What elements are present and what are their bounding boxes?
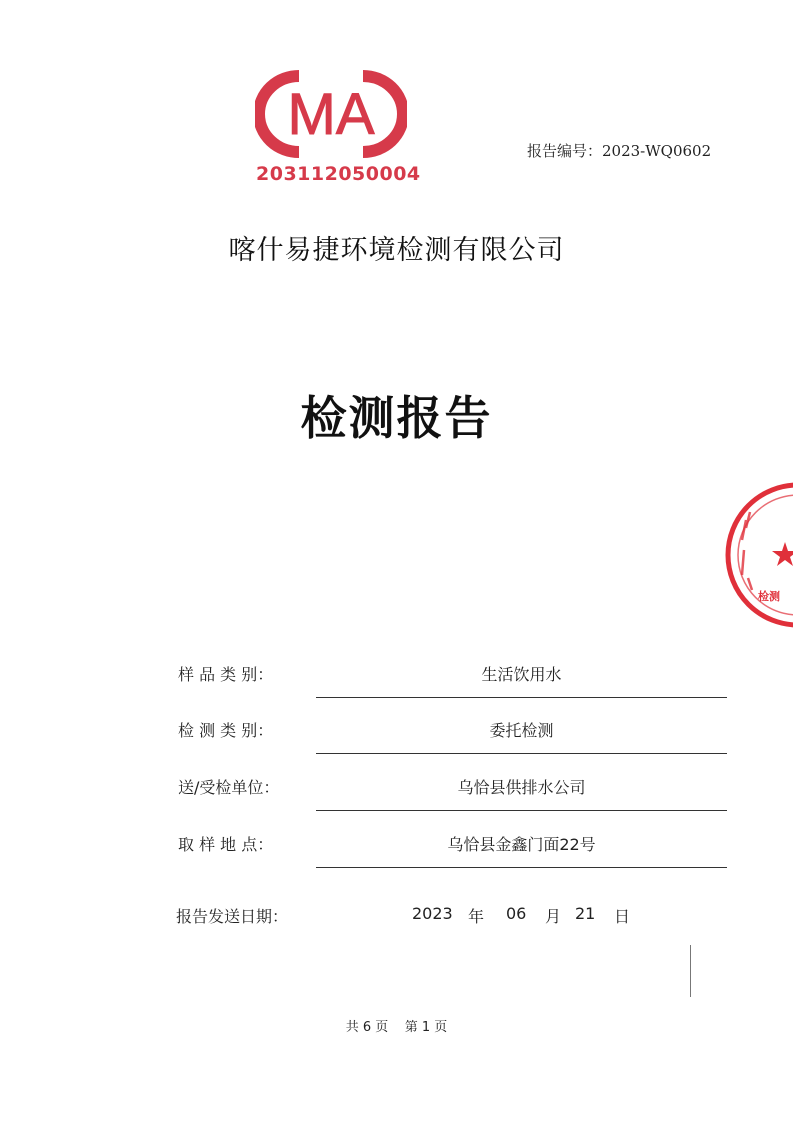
issue-date-day-unit: 日 [614, 907, 631, 926]
client-unit-label: 送/受检单位： [178, 778, 280, 797]
issue-date-label: 报告发送日期： [176, 907, 289, 926]
cma-logo [255, 66, 407, 162]
page-footer: 共 6 页 第 1 页 [345, 1020, 448, 1035]
issue-date-year: 2023 [412, 904, 453, 923]
sampling-location-underline [316, 867, 727, 868]
test-type-label: 检 测 类 别： [178, 721, 274, 740]
issue-date-day: 21 [575, 904, 596, 923]
client-unit-underline [316, 810, 727, 811]
margin-line [690, 945, 691, 997]
seal-text: 检测 [758, 590, 780, 603]
sample-type-label: 样 品 类 别： [178, 665, 274, 684]
test-type-underline [316, 753, 727, 754]
cma-number: 203112050004 [256, 163, 421, 185]
sample-type-value: 生活饮用水 [481, 665, 562, 684]
issue-date-month: 06 [506, 904, 527, 923]
sampling-location-value: 乌恰县金鑫门面22号 [447, 835, 596, 854]
report-title: 检测报告 [300, 391, 493, 445]
issue-date-month-unit: 月 [545, 907, 562, 926]
test-type-value: 委托检测 [489, 721, 554, 740]
company-name: 喀什易捷环境检测有限公司 [228, 235, 565, 266]
client-unit-value: 乌恰县供排水公司 [457, 778, 586, 797]
red-seal [722, 480, 793, 630]
sampling-location-label: 取 样 地 点： [178, 835, 274, 854]
sample-type-underline [316, 697, 727, 698]
report-number: 报告编号：2023-WQ0602 [527, 142, 712, 160]
issue-date-year-unit: 年 [468, 907, 485, 926]
cma-logo-text: MA [287, 82, 375, 147]
